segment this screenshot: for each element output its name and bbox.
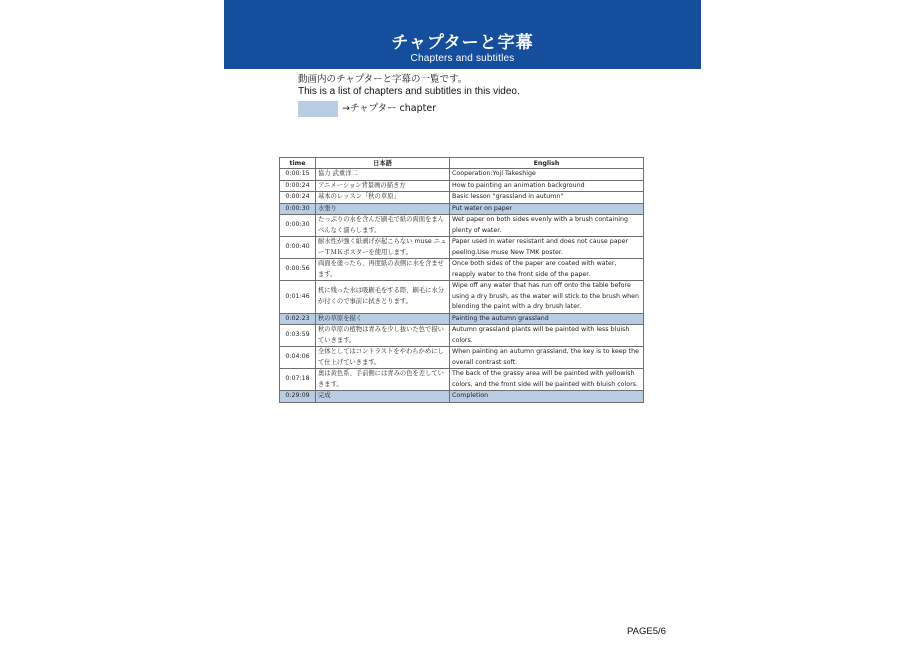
english-cell: Autumn grassland plants will be painted with less bluish colors. <box>450 325 644 347</box>
japanese-cell: たっぷりの水を含んだ刷毛で紙の両面をまんべんなく濡らします。 <box>316 215 450 237</box>
english-cell: How to painting an animation background <box>450 180 644 192</box>
english-cell: Once both sides of the paper are coated with water, reapply water to the front side of the paper. <box>450 259 644 281</box>
column-header-english: English <box>450 158 644 169</box>
time-cell: 0:00:40 <box>280 237 316 259</box>
english-cell: Wipe off any water that has run off onto the table before using a dry brush, as the water will stick to the brush when blending the paint with a dry brush later. <box>450 281 644 314</box>
table-row <box>280 281 644 314</box>
intro-text-english: This is a list of chapters and subtitles in this video. <box>298 86 520 97</box>
english-cell: Painting the autumn grassland <box>450 313 644 325</box>
english-cell: Completion <box>450 391 644 403</box>
japanese-cell: 机に残った水は吸刷毛をする際、刷毛に水分が付くので事前に拭きとります。 <box>316 281 450 314</box>
japanese-cell: 奥は黄色系、手前側には青みの色を差していきます。 <box>316 369 450 391</box>
column-header-japanese: 日本語 <box>316 158 450 169</box>
time-cell: 0:03:59 <box>280 325 316 347</box>
english-cell: When painting an autumn grassland, the key is to keep the overall contrast soft. <box>450 347 644 369</box>
time-cell: 0:00:24 <box>280 180 316 192</box>
page-number: PAGE5/6 <box>627 626 666 637</box>
japanese-cell: 水張り <box>316 203 450 215</box>
intro-text-japanese: 動画内のチャプターと字幕の一覧です。 <box>298 74 468 85</box>
japanese-cell: 秋の草原の植物は青みを少し抜いた色で描いていきます。 <box>316 325 450 347</box>
english-cell: Cooperation:Yoji Takeshige <box>450 169 644 181</box>
column-header-time: time <box>280 158 316 169</box>
chapter-row <box>280 391 644 403</box>
time-cell: 0:00:56 <box>280 259 316 281</box>
chapter-legend-label: →チャプター chapter <box>342 103 437 114</box>
time-cell: 0:00:30 <box>280 203 316 215</box>
chapters-subtitles-table <box>279 157 644 403</box>
english-cell: The back of the grassy area will be painted with yellowish colors, and the front side will be painted with bluish colors. <box>450 369 644 391</box>
chapter-row <box>280 203 644 215</box>
time-cell: 0:07:18 <box>280 369 316 391</box>
table-row <box>280 180 644 192</box>
time-cell: 0:00:15 <box>280 169 316 181</box>
page-subtitle: Chapters and subtitles <box>410 53 515 64</box>
english-cell: Paper used in water resistant and does not cause paper peeling.Use muse New TMK poster. <box>450 237 644 259</box>
english-cell: Basic lesson "grassland in autumn" <box>450 192 644 204</box>
table-row <box>280 192 644 204</box>
japanese-cell: 耐水性が強く紙剥げが起こらない muse ニューＴＭＫポスターを使用します。 <box>316 237 450 259</box>
chapter-legend-swatch <box>298 101 338 117</box>
table-header-row <box>280 158 644 169</box>
table-row <box>280 215 644 237</box>
japanese-cell: アニメーション背景画の描き方 <box>316 180 450 192</box>
table-row <box>280 369 644 391</box>
time-cell: 0:00:30 <box>280 215 316 237</box>
english-cell: Wet paper on both sides evenly with a brush containing plenty of water. <box>450 215 644 237</box>
table-row <box>280 325 644 347</box>
japanese-cell: 基本のレッスン「秋の草原」 <box>316 192 450 204</box>
japanese-cell: 完成 <box>316 391 450 403</box>
time-cell: 0:04:06 <box>280 347 316 369</box>
table-row <box>280 237 644 259</box>
chapter-row <box>280 313 644 325</box>
page-title: チャプターと字幕 <box>391 33 534 53</box>
table-row <box>280 347 644 369</box>
table-row <box>280 259 644 281</box>
time-cell: 0:00:24 <box>280 192 316 204</box>
time-cell: 0:01:46 <box>280 281 316 314</box>
japanese-cell: 全体としてはコントラストをやわらかめにして仕上げていきます。 <box>316 347 450 369</box>
table-row <box>280 169 644 181</box>
english-cell: Put water on paper <box>450 203 644 215</box>
japanese-cell: 両面を塗ったら、再度紙の表側に水を含ませます。 <box>316 259 450 281</box>
header-banner <box>224 0 701 69</box>
japanese-cell: 協力 武重洋二 <box>316 169 450 181</box>
time-cell: 0:29:09 <box>280 391 316 403</box>
japanese-cell: 秋の草原を描く <box>316 313 450 325</box>
time-cell: 0:02:23 <box>280 313 316 325</box>
